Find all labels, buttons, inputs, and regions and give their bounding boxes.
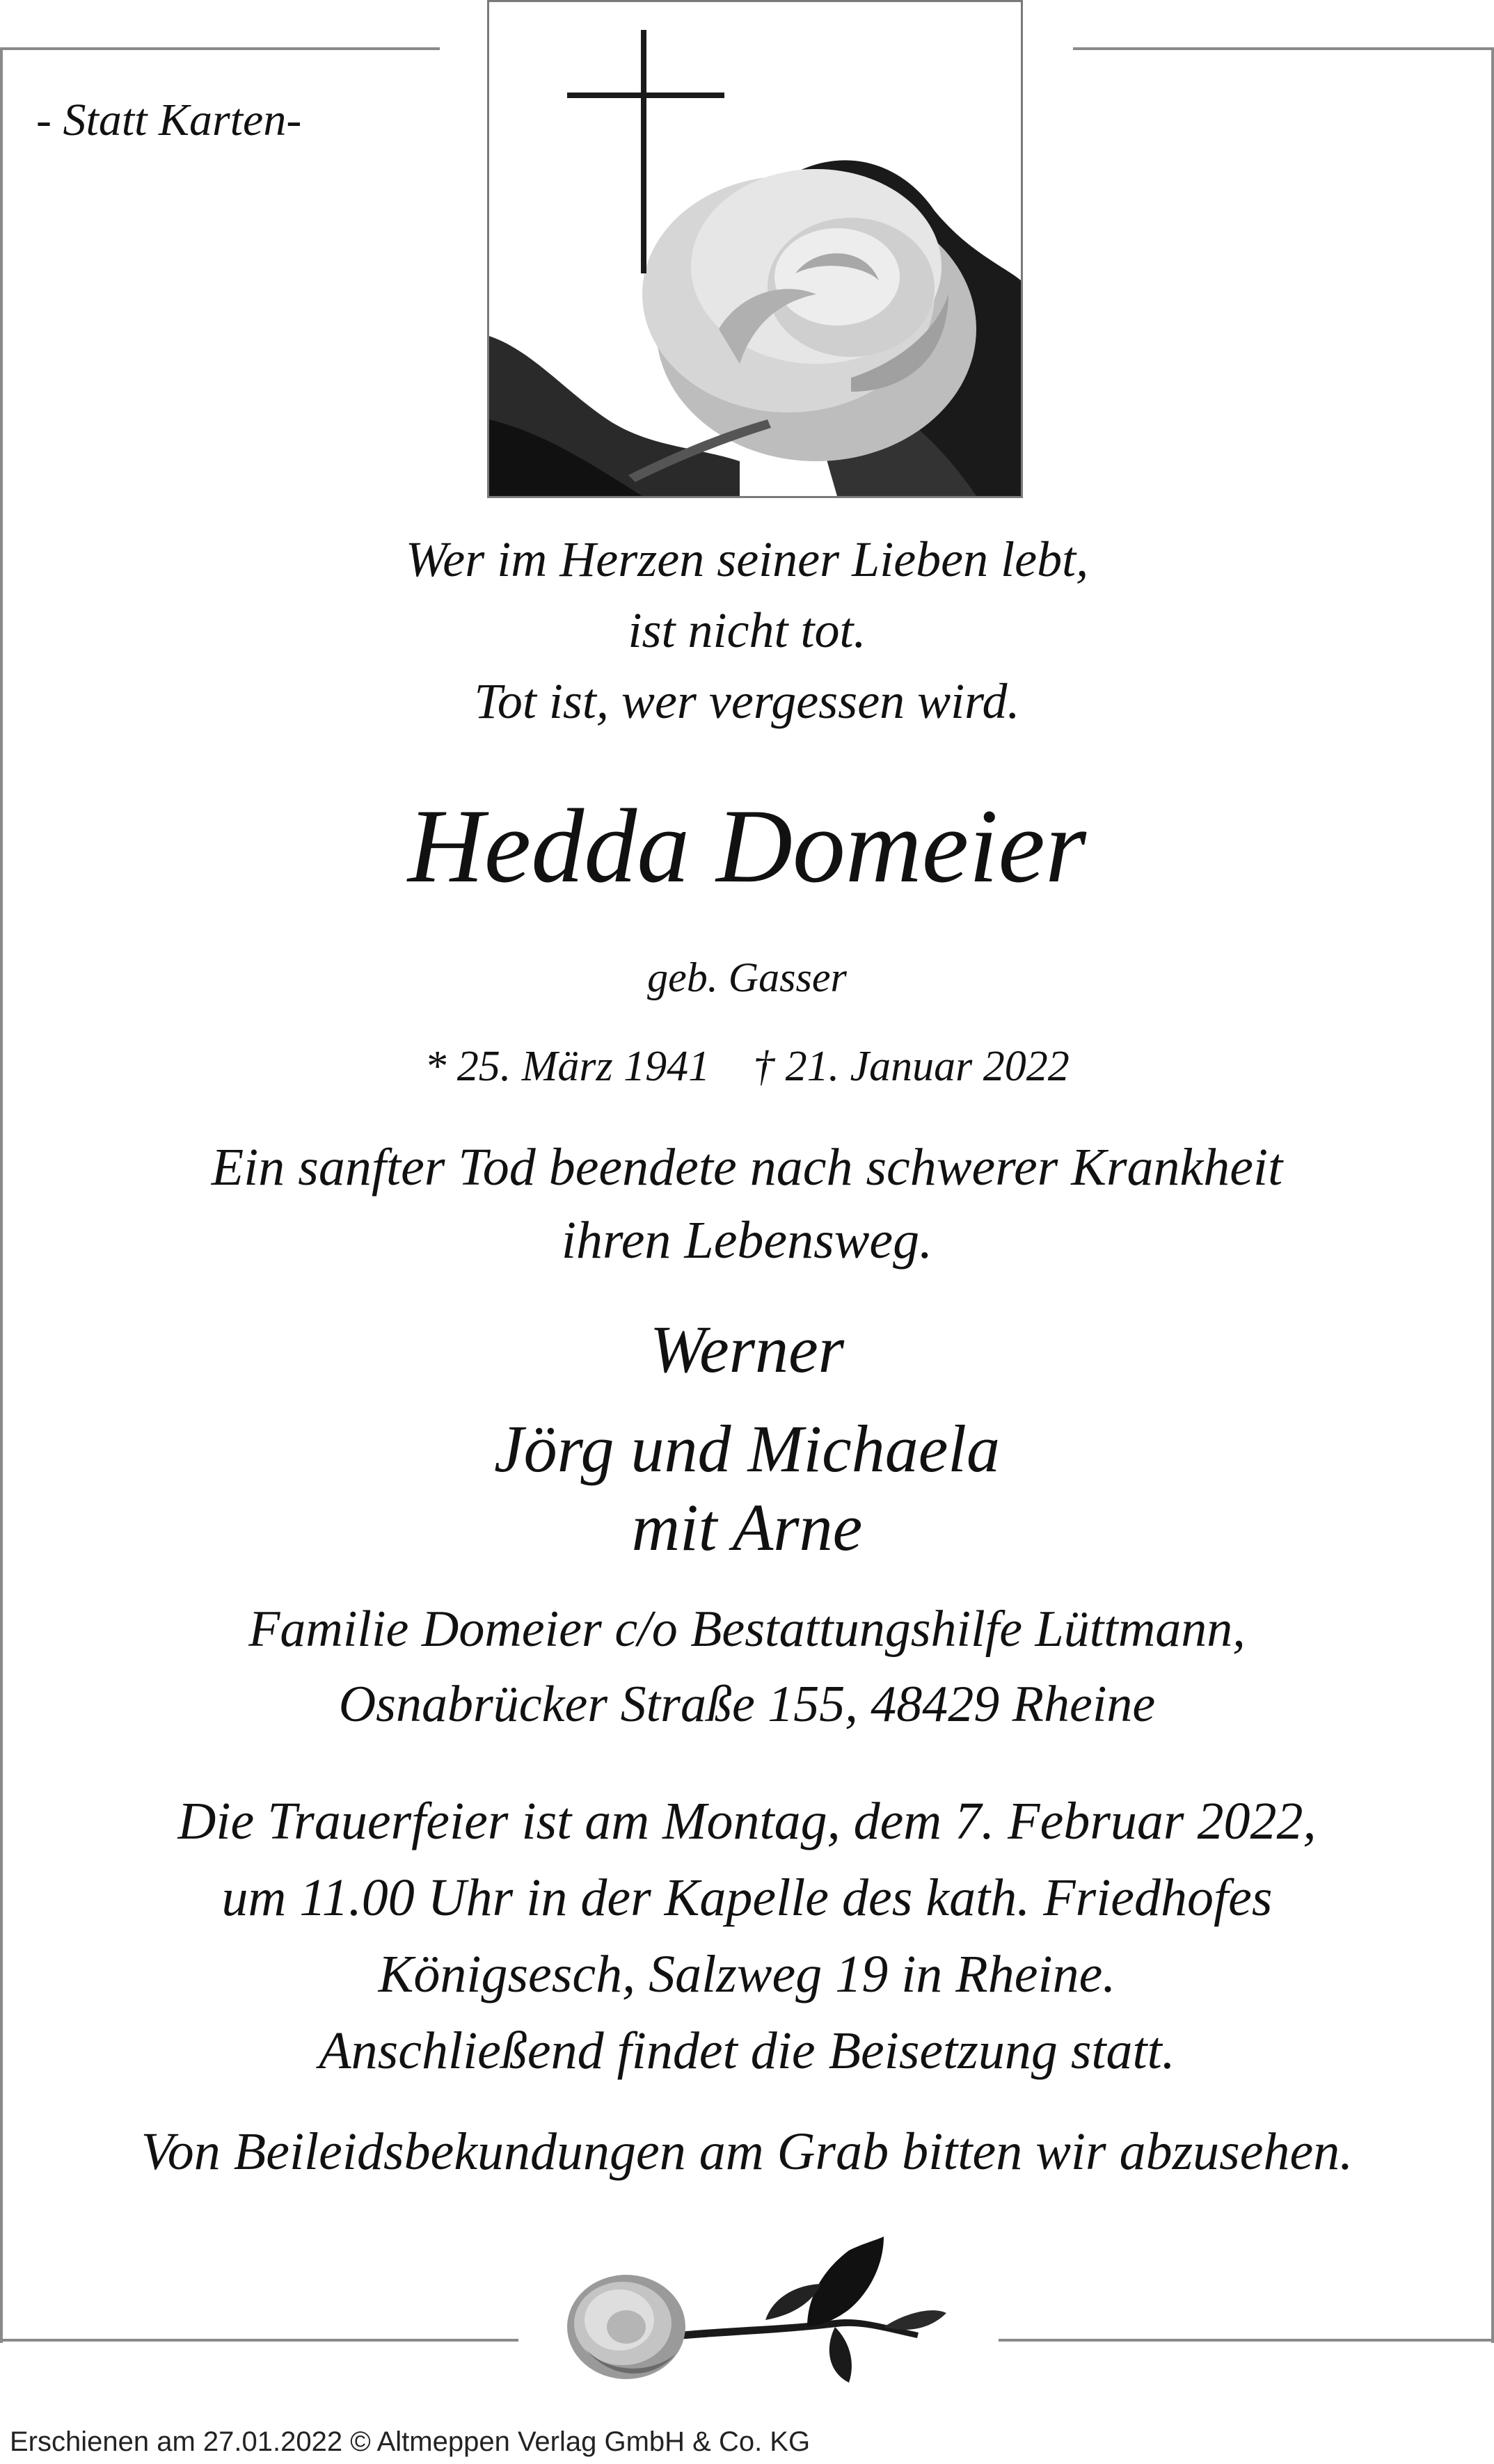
statt-karten-label: - Statt Karten- bbox=[36, 95, 302, 145]
address-line-2: Osnabrücker Straße 155, 48429 Rheine bbox=[338, 1676, 1156, 1733]
quote-line-2: ist nicht tot. bbox=[628, 602, 866, 658]
funeral-line-3: Königsesch, Salzweg 19 in Rheine. bbox=[378, 1945, 1116, 2003]
frame-top-left-line bbox=[0, 47, 440, 50]
funeral-line-2: um 11.00 Uhr in der Kapelle des kath. Friedhofes bbox=[221, 1869, 1273, 1927]
quote-line-3: Tot ist, wer vergessen wird. bbox=[474, 673, 1020, 729]
message-line-1: Ein sanfter Tod beendete nach schwerer Krankheit bbox=[211, 1138, 1283, 1197]
funeral-line-1: Die Trauerfeier ist am Montag, dem 7. Februar 2022, bbox=[177, 1792, 1317, 1850]
life-dates: * 25. März 1941 † 21. Januar 2022 bbox=[424, 1043, 1070, 1090]
birth-name: geb. Gasser bbox=[647, 954, 847, 1000]
frame-bottom-left-line bbox=[0, 2339, 518, 2342]
cross-rose-photo bbox=[487, 0, 1023, 498]
funeral-line-4: Anschließend findet die Beisetzung statt. bbox=[319, 2022, 1175, 2080]
frame-top-right-line bbox=[1073, 47, 1494, 50]
condolences-note: Von Beileidsbekundungen am Grab bitten wir abzusehen. bbox=[141, 2122, 1353, 2181]
bottom-rose-image bbox=[557, 2223, 953, 2393]
deceased-name: Hedda Domeier bbox=[407, 787, 1087, 904]
mourner-line-1: Werner bbox=[649, 1312, 845, 1386]
cross-and-white-rose-icon bbox=[489, 2, 1021, 496]
mourner-line-3: mit Arne bbox=[631, 1490, 863, 1565]
message-line-2: ihren Lebensweg. bbox=[561, 1211, 933, 1270]
single-rose-icon bbox=[557, 2223, 953, 2393]
frame-bottom-right-line bbox=[999, 2339, 1494, 2342]
publication-footer: Erschienen am 27.01.2022 © Altmeppen Verlag GmbH & Co. KG bbox=[10, 2426, 811, 2457]
quote-line-1: Wer im Herzen seiner Lieben lebt, bbox=[405, 531, 1089, 587]
mourner-line-2: Jörg und Michaela bbox=[494, 1411, 1000, 1486]
address-line-1: Familie Domeier c/o Bestattungshilfe Lüttmann, bbox=[248, 1601, 1246, 1658]
